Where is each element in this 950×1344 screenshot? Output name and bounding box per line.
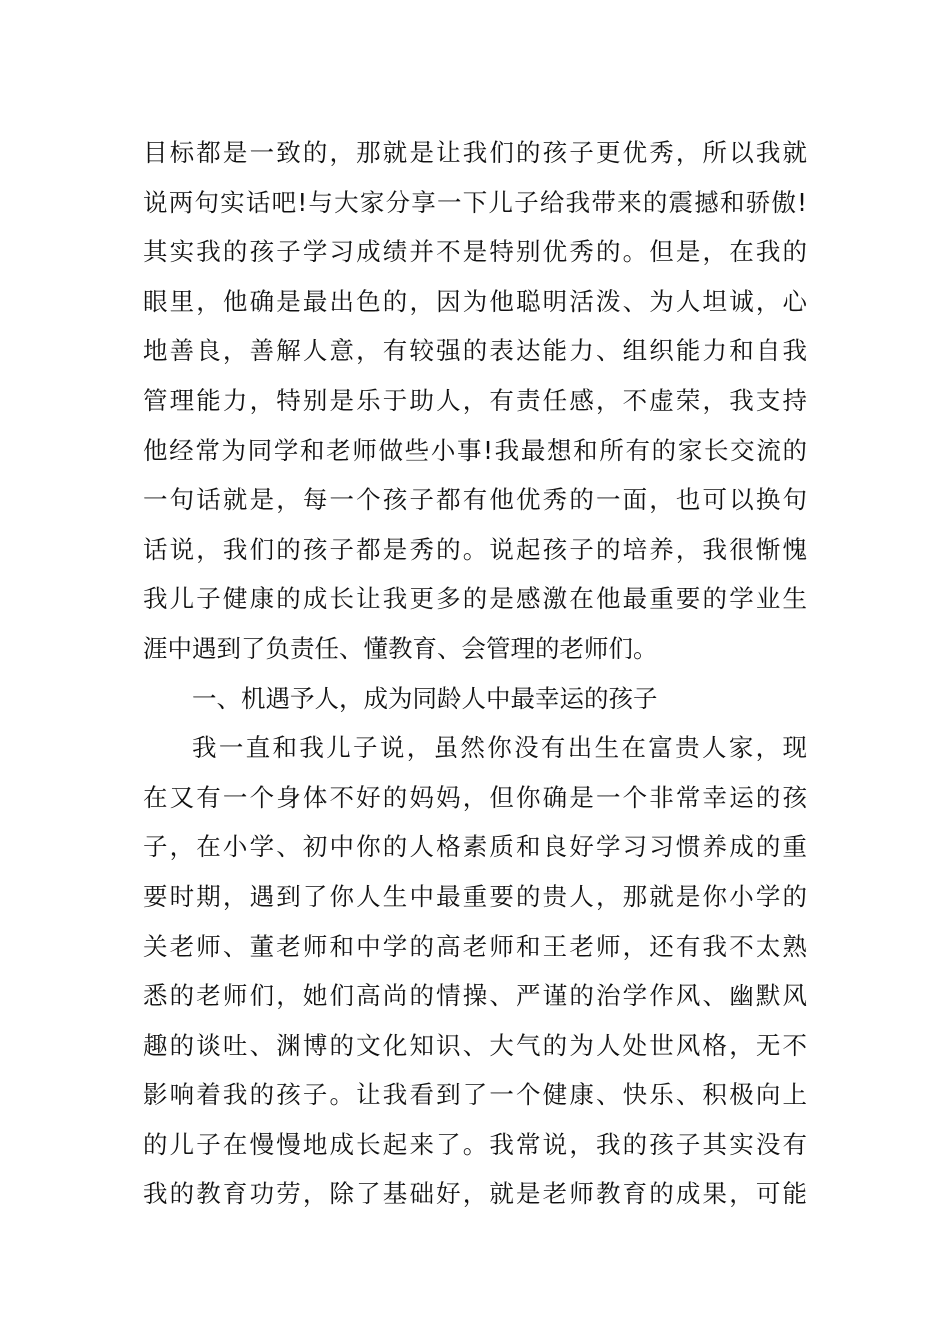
- section-heading-line: 一、机遇予人，成为同龄人中最幸运的孩子: [192, 683, 658, 713]
- text-line: 子，在小学、初中你的人格素质和良好学习习惯养成的重: [143, 832, 807, 862]
- document-body-text: [143, 128, 807, 1219]
- text-line: 说两句实话吧!与大家分享一下儿子给我带来的震撼和骄傲!: [143, 187, 807, 217]
- text-line: 趣的谈吐、渊博的文化知识、大气的为人处世风格，无不: [143, 1030, 807, 1060]
- text-line: 关老师、董老师和中学的高老师和王老师，还有我不太熟: [143, 931, 807, 961]
- text-line: 影响着我的孩子。让我看到了一个健康、快乐、积极向上: [143, 1080, 807, 1110]
- text-line: 我一直和我儿子说，虽然你没有出生在富贵人家，现: [192, 733, 807, 763]
- text-line: 我儿子健康的成长让我更多的是感激在他最重要的学业生: [143, 584, 807, 614]
- text-line: 要时期，遇到了你人生中最重要的贵人，那就是你小学的: [143, 881, 807, 911]
- text-line: 我的教育功劳，除了基础好，就是老师教育的成果，可能: [143, 1179, 807, 1209]
- text-line: 在又有一个身体不好的妈妈，但你确是一个非常幸运的孩: [143, 782, 807, 812]
- text-line: 话说，我们的孩子都是秀的。说起孩子的培养，我很惭愧: [143, 534, 807, 564]
- text-line: 他经常为同学和老师做些小事!我最想和所有的家长交流的: [143, 435, 807, 465]
- text-line: 其实我的孩子学习成绩并不是特别优秀的。但是，在我的: [143, 237, 807, 267]
- text-line: 的儿子在慢慢地成长起来了。我常说，我的孩子其实没有: [143, 1129, 807, 1159]
- text-line: 目标都是一致的，那就是让我们的孩子更优秀，所以我就: [143, 138, 807, 167]
- text-line: 涯中遇到了负责任、懂教育、会管理的老师们。: [143, 633, 658, 663]
- text-line: 管理能力，特别是乐于助人，有责任感，不虚荣，我支持: [143, 385, 807, 415]
- text-line: 悉的老师们，她们高尚的情操、严谨的治学作风、幽默风: [143, 981, 807, 1011]
- text-line: 一句话就是，每一个孩子都有他优秀的一面，也可以换句: [143, 485, 807, 515]
- text-line: 眼里，他确是最出色的，因为他聪明活泼、为人坦诚，心: [143, 286, 807, 316]
- text-line: 地善良，善解人意，有较强的表达能力、组织能力和自我: [143, 336, 807, 366]
